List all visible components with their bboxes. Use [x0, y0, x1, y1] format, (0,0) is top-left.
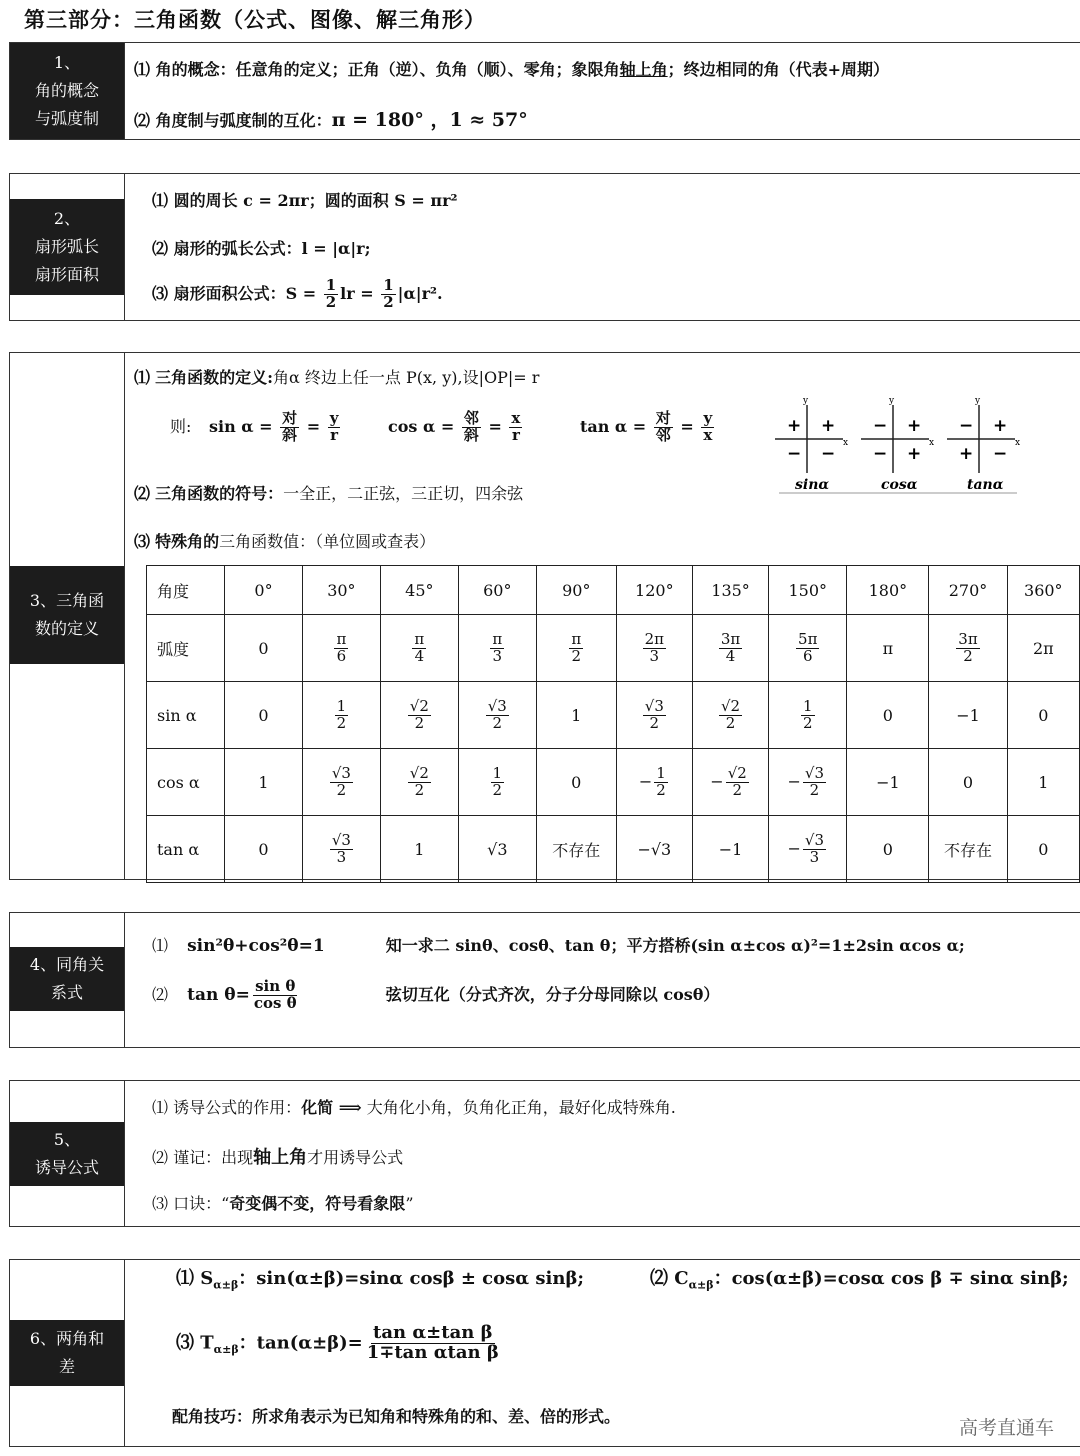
section-1-label: [10, 43, 124, 139]
table-cell: $\frac{1}{2}$: [769, 682, 847, 749]
q4-sign: −: [993, 444, 1008, 464]
section-4: [9, 912, 1080, 1048]
table-cell: 0°: [225, 566, 303, 615]
q2-sign: −: [959, 416, 974, 436]
diagram-name: cosα: [881, 477, 918, 493]
section-3-label: 3、三角函 数的定义: [10, 566, 124, 664]
table-cell: 135°: [692, 566, 768, 615]
label-line: 角的概念: [34, 81, 99, 100]
q2-sign: +: [787, 416, 802, 436]
axis-y-label: y: [975, 396, 981, 406]
table-cell: −1: [692, 816, 768, 883]
axis-y-label: y: [803, 396, 809, 406]
table-cell: $\frac{√3}{2}$: [302, 749, 380, 816]
table-cell: 30°: [302, 566, 380, 615]
table-cell: 60°: [458, 566, 536, 615]
table-cell: − $\frac{√2}{2}$: [692, 749, 768, 816]
s6-line-1: ⑴ $S_{\alpha\pm\beta}$：sin(α±β)=sinα cosβ ± cosα sinβ;: [176, 1268, 585, 1292]
table-cell: $\frac{\pi}{3}$: [458, 615, 536, 682]
table-cell: $\frac{√2}{2}$: [380, 682, 458, 749]
section-5-label: 5、 诱导公式: [10, 1122, 124, 1186]
q1-sign: +: [821, 416, 836, 436]
table-row: [147, 682, 1080, 749]
table-cell: 90°: [536, 566, 616, 615]
s1-line-1: ⑴ 角的概念：任意角的定义；正角（逆）、负角（顺）、零角；象限角轴上角；终边相同的角（代表+周期）: [134, 60, 890, 79]
s5-line-1: ⑴ 诱导公式的作用：化简 ⟹ 大角化小角，负角化正角，最好化成特殊角.: [152, 1098, 676, 1117]
q3-sign: −: [873, 444, 888, 464]
table-cell: − $\frac{√3}{3}$: [769, 816, 847, 883]
row-header: sin α: [147, 682, 225, 749]
label-line: 1、: [53, 53, 81, 72]
table-cell: 不存在: [536, 816, 616, 883]
axis-x-label: x: [929, 438, 935, 448]
row-header: cos α: [147, 749, 225, 816]
table-cell: π: [847, 615, 929, 682]
table-cell: $\frac{5\pi}{6}$: [769, 615, 847, 682]
trig-value-table: [146, 565, 1080, 883]
q2-sign: −: [873, 416, 888, 436]
table-cell: 0: [929, 749, 1007, 816]
s2-line-1: ⑴ 圆的周长 c = 2πr；圆的面积 S = πr²: [152, 191, 458, 210]
section-2-label: 2、 扇形弧长 扇形面积: [10, 199, 124, 295]
q4-sign: −: [821, 444, 836, 464]
s5-line-2: ⑵ 谨记：出现轴上角才用诱导公式: [152, 1147, 404, 1168]
table-cell: −1: [847, 749, 929, 816]
row-header: 弧度: [147, 615, 225, 682]
section-4-label: 4、同角关 系式: [10, 947, 124, 1011]
row-header: tan α: [147, 816, 225, 883]
table-cell: 0: [225, 816, 303, 883]
minus-sign: −: [787, 838, 801, 858]
table-cell: − $\frac{√3}{2}$: [769, 749, 847, 816]
diagram-tan: [947, 396, 1020, 493]
section-3: [9, 352, 1080, 880]
s3-line-1: ⑴ 三角函数的定义:角α 终边上任一点 P(x, y),设|OP|= r: [134, 368, 540, 387]
table-cell: 1: [1007, 749, 1079, 816]
table-cell: $\frac{√3}{3}$: [302, 816, 380, 883]
table-cell: $\frac{2\pi}{3}$: [616, 615, 692, 682]
table-cell: 不存在: [929, 816, 1007, 883]
sign-diagrams: [765, 391, 1025, 497]
table-cell: $\frac{√3}{2}$: [616, 682, 692, 749]
page-title: 第三部分：三角函数（公式、图像、解三角形）: [24, 7, 486, 32]
table-cell: $\frac{√2}{2}$: [692, 682, 768, 749]
table-cell: 0: [847, 816, 929, 883]
section-6-label: 6、两角和 差: [10, 1320, 124, 1386]
q3-sign: −: [787, 444, 802, 464]
table-cell: 0: [1007, 816, 1079, 883]
minus-sign: −: [787, 771, 801, 791]
watermark: 高考直通车: [958, 1417, 1054, 1439]
table-cell: 270°: [929, 566, 1007, 615]
table-cell: $\frac{1}{2}$: [458, 749, 536, 816]
table-row: [147, 566, 1080, 615]
table-cell: 1: [380, 816, 458, 883]
table-cell: −1: [929, 682, 1007, 749]
table-cell: √3: [458, 816, 536, 883]
row-header: 角度: [147, 566, 225, 615]
table-row: [147, 615, 1080, 682]
diagram-name: tanα: [967, 477, 1004, 493]
section-6: [9, 1259, 1080, 1447]
s3-line-3: ⑶ 特殊角的三角函数值：（单位圆或查表）: [134, 532, 436, 551]
table-row: [147, 749, 1080, 816]
axis-x-label: x: [1015, 438, 1021, 448]
table-row: [147, 816, 1080, 883]
table-cell: $\frac{1}{2}$: [302, 682, 380, 749]
q1-sign: +: [907, 416, 922, 436]
table-cell: 180°: [847, 566, 929, 615]
s4-line-1: ⑴ sin²θ+cos²θ=1 知一求二 sinθ、cosθ、tan θ；平方搭桥(sin α±cos α)²=1±2sin αcos α;: [152, 936, 965, 956]
axis-y-label: y: [889, 396, 895, 406]
s5-line-3: ⑶ 口诀：“奇变偶不变，符号看象限”: [152, 1194, 414, 1213]
table-cell: 2π: [1007, 615, 1079, 682]
s3-ratios: 则: sin α = $\frac{\text{对}}{\text{斜}}$ = $\frac{y}{r}$ cos α = $\frac{\text{邻}}{\text{斜}}$ = $\frac{x}{r}$ tan α = $\frac{\text{对}}{\text{邻}}$ = $\frac{y}{x}$: [170, 409, 713, 444]
minus-sign: −: [710, 771, 724, 791]
s1-line-2: ⑵ 角度制与弧度制的互化：π = 180° ，1 ≈ 57°: [134, 109, 528, 131]
table-cell: 0: [1007, 682, 1079, 749]
table-cell: −√3: [616, 816, 692, 883]
label-line: 与弧度制: [34, 109, 99, 128]
table-cell: 45°: [380, 566, 458, 615]
diagram-name: sinα: [795, 477, 830, 493]
section-5: [9, 1080, 1080, 1227]
table-cell: $\frac{\pi}{4}$: [380, 615, 458, 682]
table-cell: 0: [225, 615, 303, 682]
table-cell: $\frac{√2}{2}$: [380, 749, 458, 816]
s6-line-3: ⑶ $T_{\alpha\pm\beta}$：tan(α±β)= $\frac{\text{tan α±tan β}}{\text{1∓tan αtan β}}$: [176, 1322, 499, 1363]
table-cell: $\frac{\pi}{6}$: [302, 615, 380, 682]
table-cell: 120°: [616, 566, 692, 615]
table-cell: $\frac{\pi}{2}$: [536, 615, 616, 682]
table-cell: $\frac{√3}{2}$: [458, 682, 536, 749]
minus-sign: −: [638, 771, 653, 791]
table-cell: 0: [847, 682, 929, 749]
q4-sign: +: [907, 444, 922, 464]
axis-x-label: x: [843, 438, 849, 448]
table-cell: 0: [536, 749, 616, 816]
diagram-sin: [775, 396, 848, 493]
table-cell: 360°: [1007, 566, 1079, 615]
table-cell: $\frac{3\pi}{2}$: [929, 615, 1007, 682]
q1-sign: +: [993, 416, 1008, 436]
s2-line-3: ⑶ 扇形面积公式：S = $\frac{1}{2}$ lr = $\frac{1}{2}$ |α|r².: [152, 276, 443, 311]
s4-line-2: ⑵ tan θ= $\frac{\text{sin θ}}{\text{cos θ}}$ 弦切互化（分式齐次，分子分母同除以 cosθ）: [152, 977, 720, 1012]
section-2: [9, 173, 1080, 321]
table-cell: 0: [225, 682, 303, 749]
s6-line-2: ⑵ $C_{\alpha\pm\beta}$：cos(α±β)=cosα cos β ∓ sinα sinβ;: [650, 1268, 1069, 1292]
table-cell: 1: [536, 682, 616, 749]
s2-line-2: ⑵ 扇形的弧长公式：l = |α|r;: [152, 239, 371, 258]
diagram-cos: [861, 396, 934, 493]
s6-tip: 配角技巧：所求角表示为已知角和特殊角的和、差、倍的形式。: [172, 1407, 621, 1426]
table-cell: $\frac{3\pi}{4}$: [692, 615, 768, 682]
table-cell: 1: [225, 749, 303, 816]
s3-line-2: ⑵ 三角函数的符号：一全正，二正弦，三正切，四余弦: [134, 484, 524, 503]
q3-sign: +: [959, 444, 974, 464]
section-1: [9, 42, 1080, 140]
table-cell: − $\frac{1}{2}$: [616, 749, 692, 816]
table-cell: 150°: [769, 566, 847, 615]
